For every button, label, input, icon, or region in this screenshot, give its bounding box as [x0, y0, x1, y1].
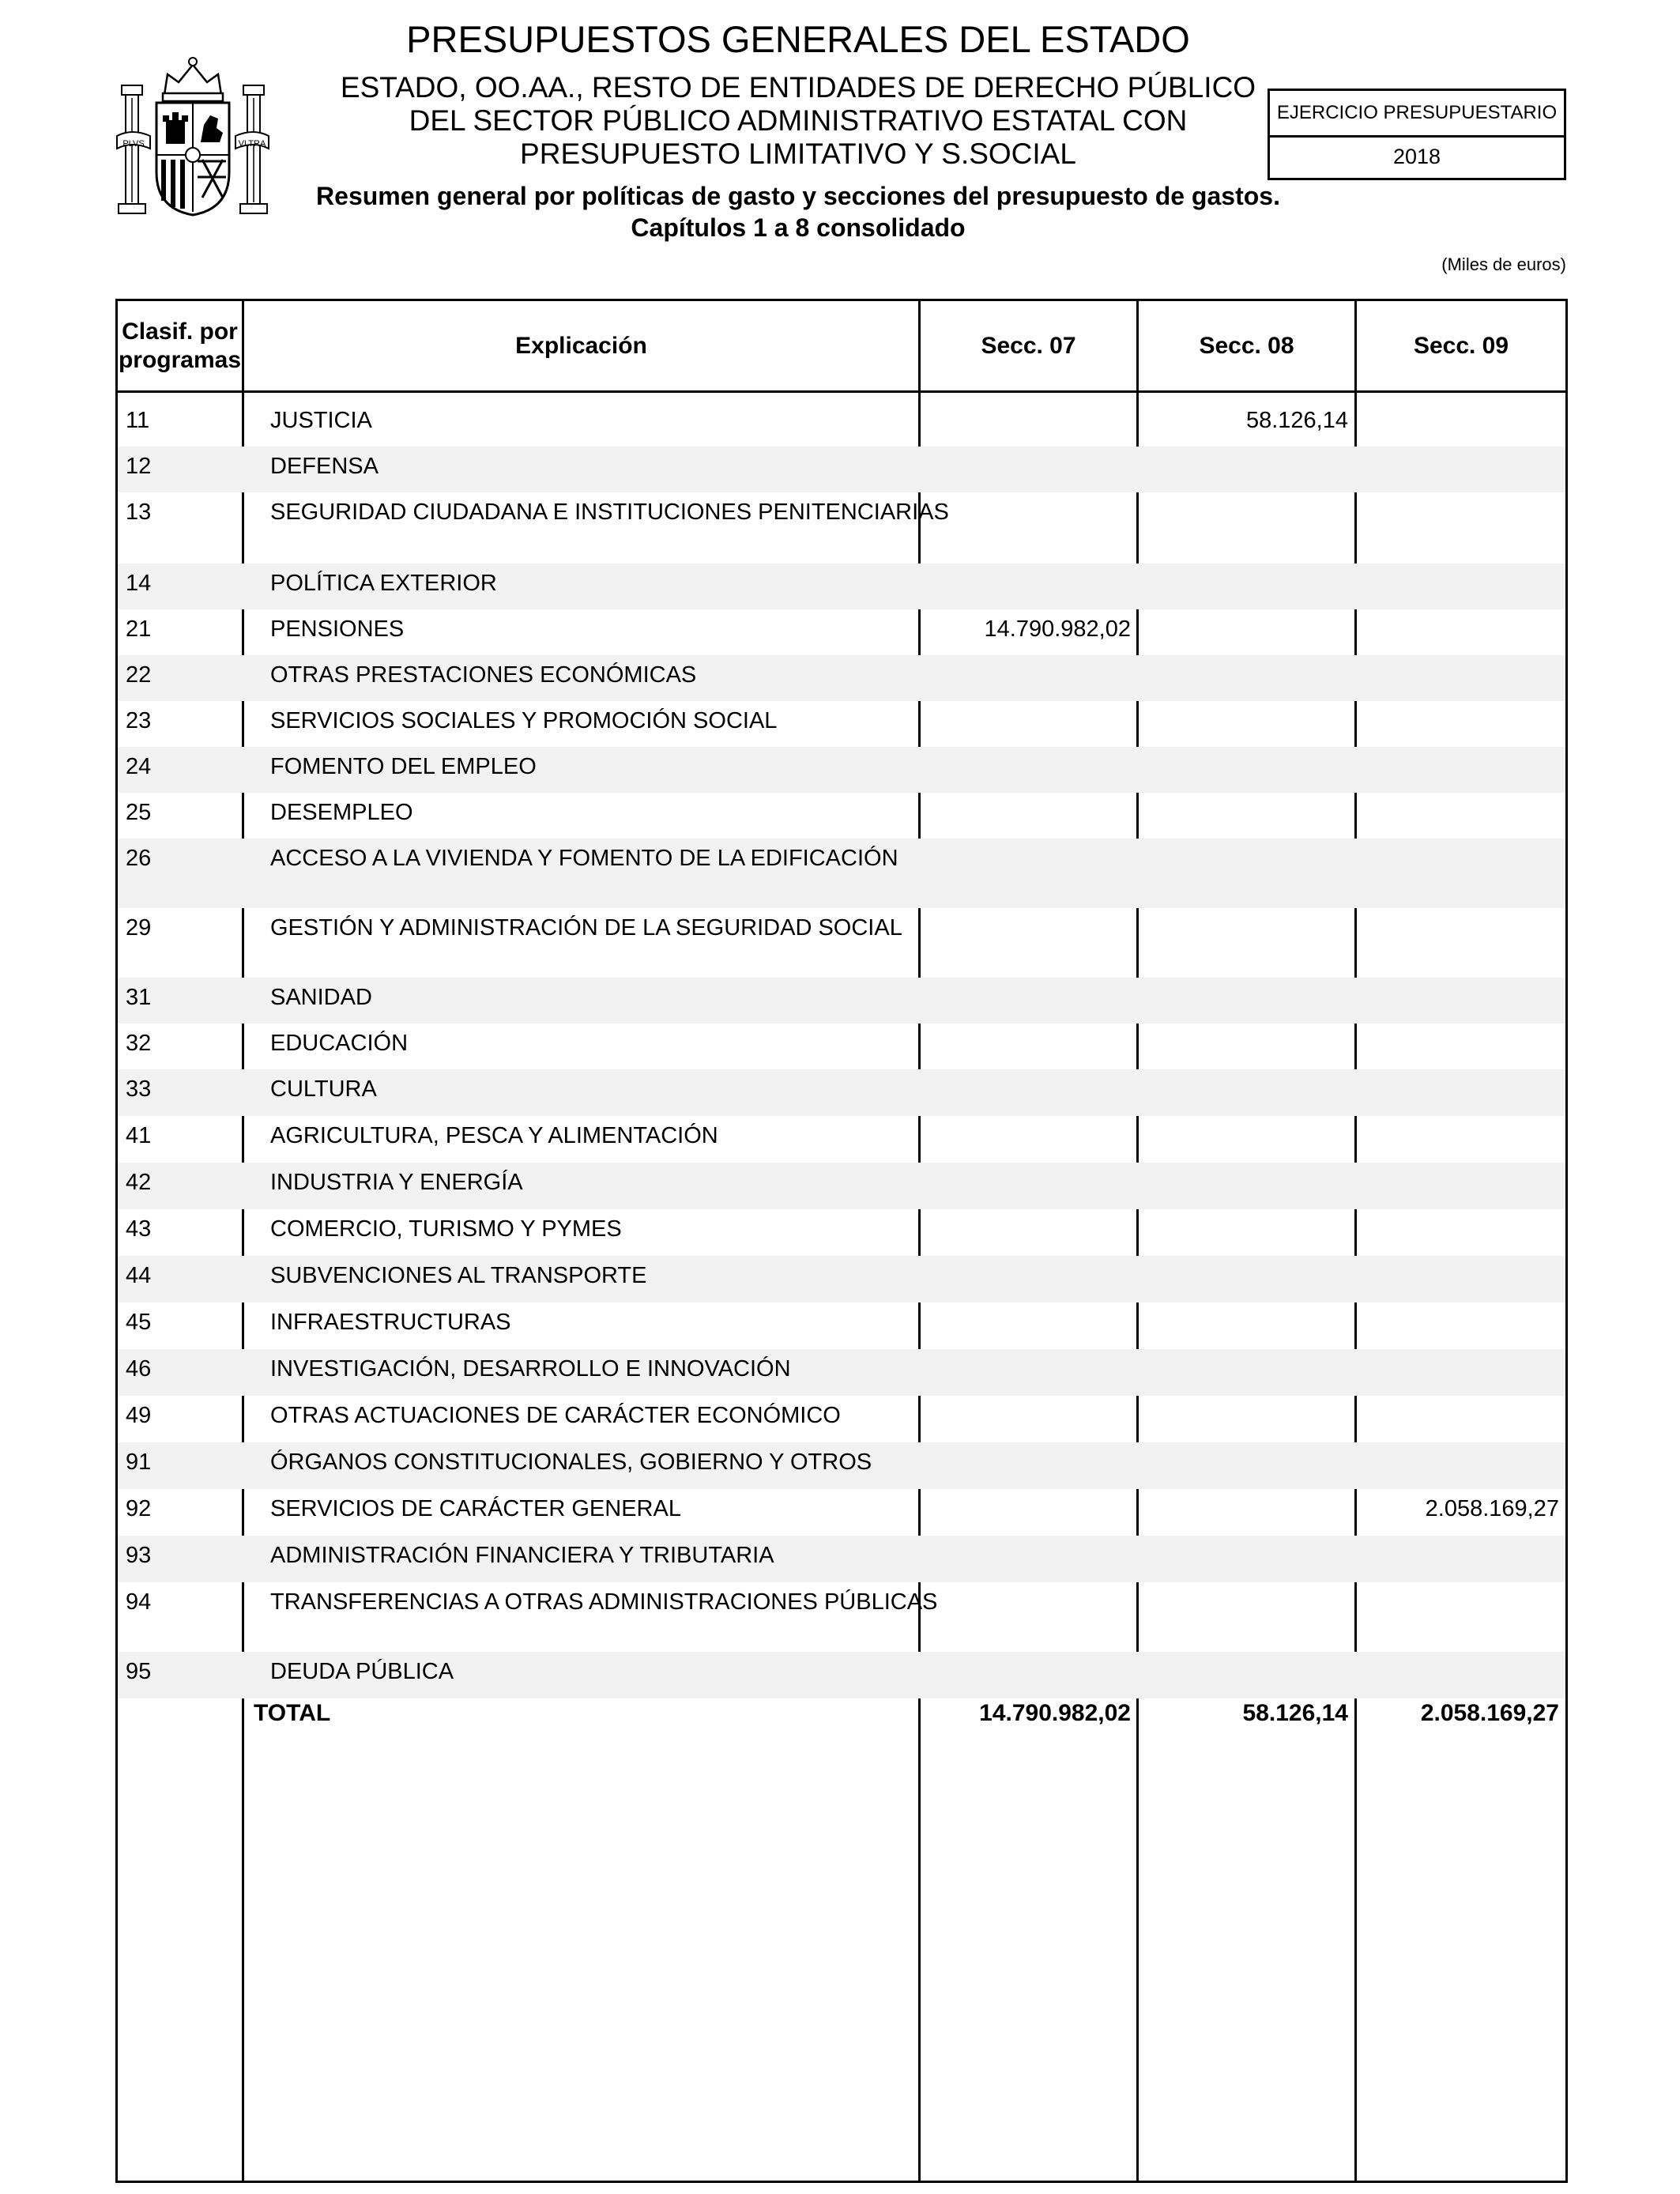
units-note: (Miles de euros) [1441, 254, 1566, 274]
table-row [118, 1069, 1565, 1116]
row-code: 49 [126, 1403, 152, 1428]
subtitle-line-1: Resumen general por políticas de gasto y secciones del presupuesto de gastos. [316, 182, 1280, 210]
row-code: 13 [126, 499, 152, 525]
spain-coat-of-arms-icon [115, 54, 270, 220]
table-row [118, 447, 1565, 492]
total-row [118, 1692, 1565, 1732]
table-row [118, 1163, 1565, 1209]
header-clasif: Clasif. por programas [118, 319, 242, 373]
row-code: 44 [126, 1263, 152, 1288]
row-description: EDUCACIÓN [270, 1031, 409, 1056]
entity-line-1: ESTADO, OO.AA., RESTO DE ENTIDADES DE DERECHO PÚBLICO [340, 71, 1256, 104]
table-row [118, 978, 1565, 1023]
table-row [118, 1442, 1565, 1489]
table-body [118, 401, 1565, 1698]
row-description: JUSTICIA [270, 408, 372, 433]
row-code: 31 [126, 985, 152, 1010]
row-code: 25 [126, 800, 152, 825]
table-row [118, 839, 1565, 908]
row-code: 23 [126, 708, 152, 733]
row-secc-07: 14.790.982,02 [984, 616, 1131, 642]
row-description: SERVICIOS DE CARÁCTER GENERAL [270, 1496, 681, 1521]
row-description: OTRAS ACTUACIONES DE CARÁCTER ECONÓMICO [270, 1403, 841, 1428]
row-description: PENSIONES [270, 616, 405, 642]
row-secc-08: 58.126,14 [1245, 408, 1348, 433]
row-description: ADMINISTRACIÓN FINANCIERA Y TRIBUTARIA [270, 1543, 774, 1568]
row-description: ACCESO A LA VIVIENDA Y FOMENTO DE LA EDIFICACIÓN [270, 846, 898, 871]
ejercicio-year: 2018 [1392, 144, 1441, 168]
table-row [118, 1209, 1565, 1256]
row-code: 14 [126, 571, 152, 596]
table-row [118, 401, 1565, 447]
row-description: AGRICULTURA, PESCA Y ALIMENTACIÓN [270, 1123, 718, 1148]
row-code: 42 [126, 1170, 152, 1195]
row-secc-09: 2.058.169,27 [1425, 1496, 1559, 1521]
row-description: OTRAS PRESTACIONES ECONÓMICAS [270, 662, 697, 688]
row-code: 45 [126, 1310, 152, 1335]
row-description: CULTURA [270, 1076, 377, 1102]
table-row [118, 1023, 1565, 1069]
table-row [118, 609, 1565, 655]
row-description: DEUDA PÚBLICA [270, 1659, 454, 1684]
table-row [118, 655, 1565, 701]
table-row [118, 1302, 1565, 1349]
entity-line-2: DEL SECTOR PÚBLICO ADMINISTRATIVO ESTATAL CON [409, 104, 1188, 137]
row-code: 33 [126, 1076, 152, 1102]
subtitle-line-2: Capítulos 1 a 8 consolidado [631, 213, 966, 242]
table-row [118, 1349, 1565, 1396]
header-secc-07: Secc. 07 [981, 332, 1076, 359]
row-description: SEGURIDAD CIUDADANA E INSTITUCIONES PENITENCIARIAS [270, 499, 949, 525]
row-description: GESTIÓN Y ADMINISTRACIÓN DE LA SEGURIDAD SOCIAL [270, 915, 902, 941]
table-row [118, 1489, 1565, 1536]
table-row [118, 793, 1565, 839]
row-code: 41 [126, 1123, 152, 1148]
row-code: 11 [126, 408, 150, 433]
ejercicio-label: EJERCICIO PRESUPUESTARIO [1270, 91, 1564, 138]
row-description: INDUSTRIA Y ENERGÍA [270, 1170, 523, 1195]
header-explicacion: Explicación [515, 332, 647, 359]
row-code: 24 [126, 754, 152, 779]
table-row [118, 1536, 1565, 1582]
table-row [118, 492, 1565, 564]
row-code: 29 [126, 915, 152, 941]
row-description: INFRAESTRUCTURAS [270, 1310, 511, 1335]
header-secc-09: Secc. 09 [1413, 332, 1509, 359]
row-code: 95 [126, 1659, 152, 1684]
row-description: DEFENSA [270, 454, 379, 479]
row-code: 92 [126, 1496, 152, 1521]
row-code: 43 [126, 1216, 152, 1242]
table-row [118, 564, 1565, 609]
total-label: TOTAL [254, 1700, 331, 1726]
row-description: DESEMPLEO [270, 800, 413, 825]
header-divider [115, 390, 1568, 393]
row-description: SERVICIOS SOCIALES Y PROMOCIÓN SOCIAL [270, 708, 778, 733]
row-description: TRANSFERENCIAS A OTRAS ADMINISTRACIONES PÚBLICAS [270, 1589, 938, 1615]
row-code: 46 [126, 1356, 152, 1382]
row-code: 21 [126, 616, 152, 642]
ejercicio-box [1268, 89, 1566, 180]
table-row [118, 701, 1565, 747]
row-code: 93 [126, 1543, 152, 1568]
entity-line-3: PRESUPUESTO LIMITATIVO Y S.SOCIAL [520, 138, 1076, 170]
table-row [118, 1116, 1565, 1163]
table-row [118, 1396, 1565, 1442]
total-secc-08: 58.126,14 [1242, 1700, 1348, 1726]
row-code: 26 [126, 846, 152, 871]
crest-motto-left: PLVS [122, 139, 145, 149]
table-row [118, 908, 1565, 978]
table-row [118, 1256, 1565, 1302]
header-secc-08: Secc. 08 [1199, 332, 1294, 359]
row-description: SUBVENCIONES AL TRANSPORTE [270, 1263, 647, 1288]
row-code: 32 [126, 1031, 152, 1056]
row-description: ÓRGANOS CONSTITUCIONALES, GOBIERNO Y OTROS [270, 1449, 872, 1475]
row-description: POLÍTICA EXTERIOR [270, 571, 497, 596]
row-description: COMERCIO, TURISMO Y PYMES [270, 1216, 622, 1242]
row-description: FOMENTO DEL EMPLEO [270, 754, 537, 779]
row-code: 94 [126, 1589, 152, 1615]
row-code: 91 [126, 1449, 152, 1475]
table-row [118, 747, 1565, 793]
crest-motto-right: VLTRA [238, 139, 266, 149]
row-description: INVESTIGACIÓN, DESARROLLO E INNOVACIÓN [270, 1356, 791, 1382]
row-code: 22 [126, 662, 152, 688]
row-description: SANIDAD [270, 985, 372, 1010]
total-secc-09: 2.058.169,27 [1420, 1700, 1559, 1726]
total-secc-07: 14.790.982,02 [979, 1700, 1131, 1726]
table-row [118, 1582, 1565, 1652]
row-code: 12 [126, 454, 152, 479]
document-title: PRESUPUESTOS GENERALES DEL ESTADO [406, 18, 1190, 60]
